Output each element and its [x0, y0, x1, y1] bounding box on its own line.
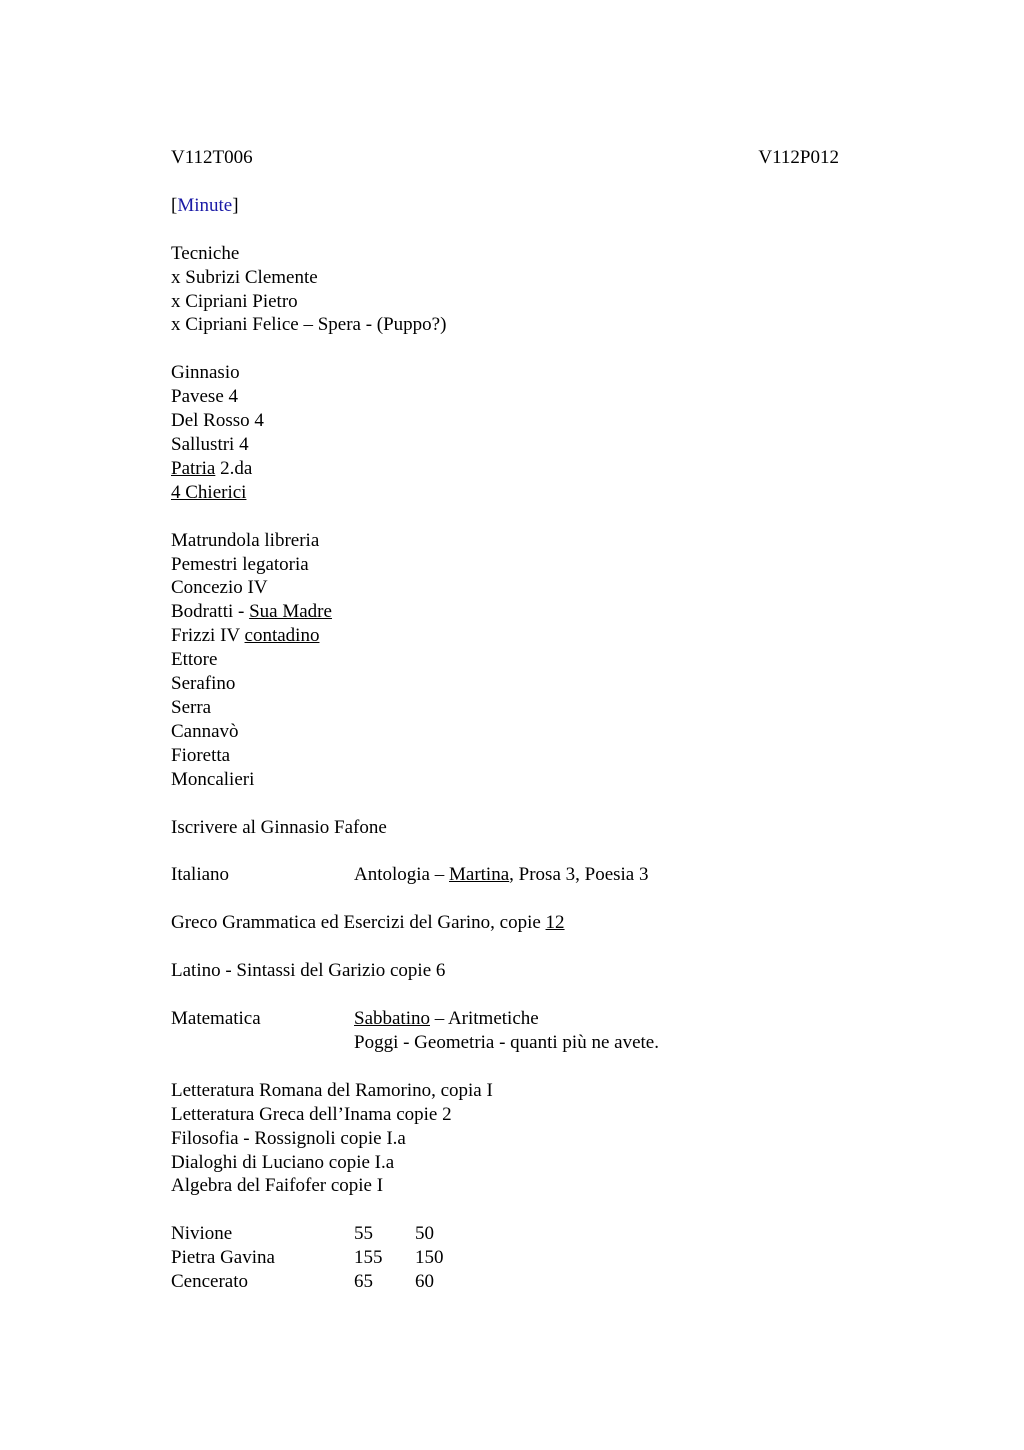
table-row: Cencerato 65 60	[171, 1271, 434, 1293]
list-item: Letteratura Greca dell’Inama copie 2	[171, 1103, 452, 1125]
list-item: Del Rosso 4	[171, 410, 264, 432]
left-code: V112T006	[171, 147, 253, 168]
books-section	[171, 1079, 841, 1198]
list-item: Fioretta	[171, 744, 231, 766]
table-row: Nivione 55 50	[171, 1223, 434, 1245]
list-item: Cannavò	[171, 720, 239, 742]
names-section	[171, 529, 841, 792]
right-code: V112P012	[758, 147, 839, 168]
matematica-section: Matematica Sabbatino – Aritmetiche Poggi - Geometria - quanti più ne avete.	[171, 1008, 659, 1053]
subject-label: Matematica	[171, 1008, 261, 1030]
subject-label: Italiano	[171, 864, 230, 886]
ginnasio-section	[171, 361, 841, 504]
list-item: x Cipriani Felice – Spera - (Puppo?)	[171, 314, 447, 336]
list-item: x Subrizi Clemente	[171, 266, 318, 288]
list-item: Bodratti - Sua Madre	[171, 601, 332, 623]
iscrivere-line: Iscrivere al Ginnasio Fafone	[171, 816, 387, 838]
page-header	[171, 146, 839, 170]
list-item: Serafino	[171, 673, 236, 695]
tecniche-section	[171, 242, 841, 338]
list-item: Matrundola libreria	[171, 529, 320, 551]
table-row: Pietra Gavina 155 150	[171, 1247, 444, 1269]
section-title: Tecniche	[171, 242, 240, 264]
list-item: Frizzi IV contadino	[171, 625, 320, 647]
minute-link[interactable]: Minute	[177, 194, 233, 216]
list-item: Letteratura Romana del Ramorino, copia I	[171, 1079, 493, 1101]
italiano-row: Italiano Antologia – Martina, Prosa 3, Poesia 3	[171, 864, 649, 886]
list-item: Moncalieri	[171, 768, 255, 790]
list-item: Sallustri 4	[171, 434, 249, 456]
list-item: Pavese 4	[171, 386, 239, 408]
list-item: 4 Chierici	[171, 481, 247, 503]
prices-table	[171, 1222, 841, 1294]
list-item: x Cipriani Pietro	[171, 290, 298, 312]
section-title: Ginnasio	[171, 362, 240, 384]
list-item: Filosofia - Rossignoli copie I.a	[171, 1127, 406, 1149]
list-item: Ettore	[171, 649, 218, 671]
document-page	[171, 146, 841, 1294]
list-item: Serra	[171, 696, 212, 718]
list-item: Algebra del Faifofer copie I	[171, 1175, 384, 1197]
list-item: Pemestri legatoria	[171, 553, 309, 575]
minute-heading: [Minute]	[171, 194, 239, 216]
list-item: Concezio IV	[171, 577, 268, 599]
list-item: Dialoghi di Luciano copie I.a	[171, 1151, 395, 1173]
list-item: Patria 2.da	[171, 457, 253, 479]
latino-line: Latino - Sintassi del Garizio copie 6	[171, 960, 446, 982]
greco-line: Greco Grammatica ed Esercizi del Garino, copie 12	[171, 912, 565, 934]
